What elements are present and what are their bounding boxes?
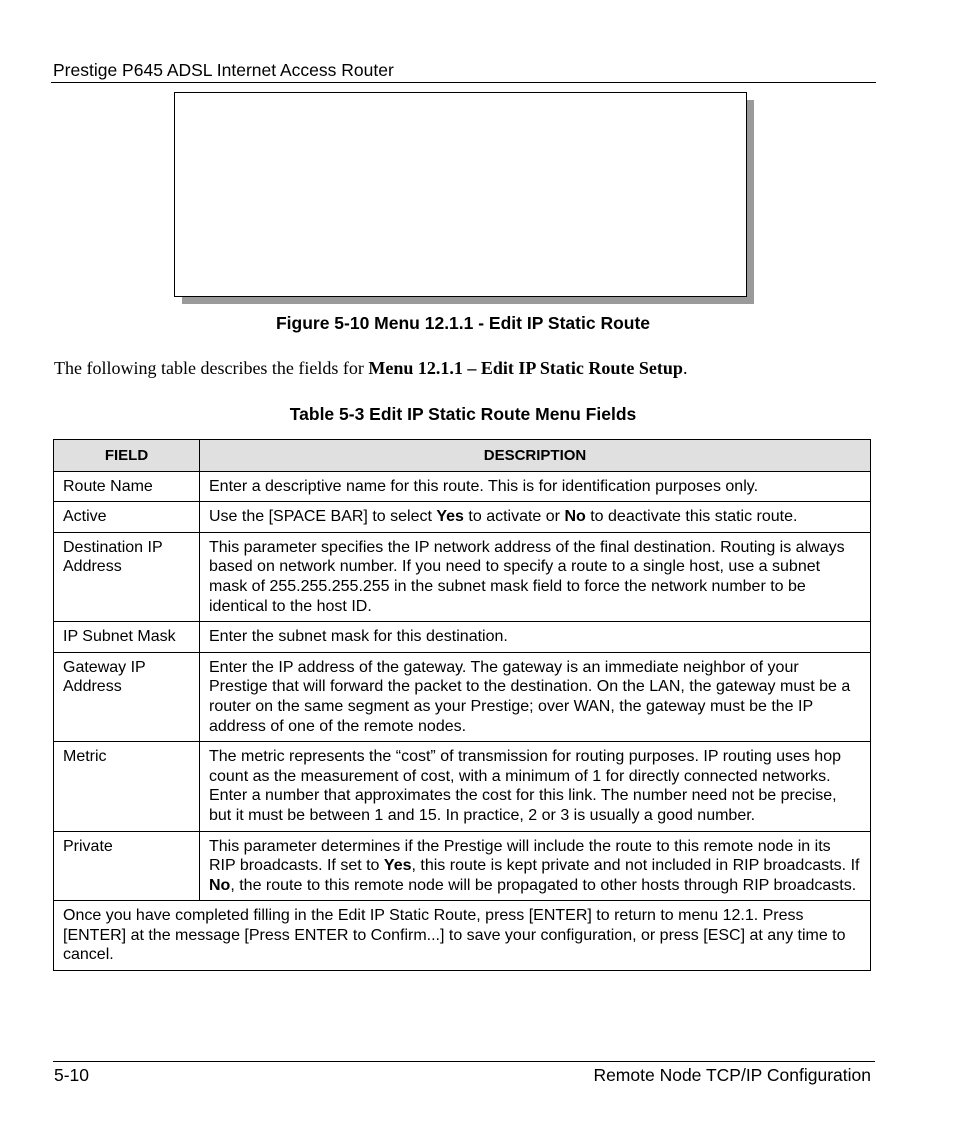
- no-keyword: No: [564, 508, 586, 526]
- field-name: IP Subnet Mask: [54, 622, 200, 653]
- table-row: [54, 652, 871, 741]
- field-description: [200, 831, 871, 901]
- table-row: [54, 502, 871, 533]
- field-description: [200, 502, 871, 533]
- intro-menu-name: Menu 12.1.1 – Edit IP Static Route Setup: [368, 358, 683, 378]
- field-description: Enter a descriptive name for this route. This is for identification purposes only.: [200, 471, 871, 502]
- intro-prefix: The following table describes the fields for: [54, 358, 369, 378]
- table-title: Table 5-3 Edit IP Static Route Menu Fields: [289, 404, 637, 424]
- description-text: to deactivate this static route.: [585, 508, 798, 526]
- table-row: [54, 622, 871, 653]
- yes-keyword: Yes: [383, 857, 412, 875]
- table-row: [54, 532, 871, 621]
- column-header-field: FIELD: [54, 440, 200, 472]
- figure-caption: Figure 5-10 Menu 12.1.1 - Edit IP Static Route: [275, 313, 651, 333]
- field-name: Metric: [54, 742, 200, 831]
- field-description: Enter the IP address of the gateway. The gateway is an immediate neighbor of your Prestige that will forward the packet to the destination. On the LAN, the gateway must be a router on the same segment as your Prestige; over WAN, the gateway must be the IP address of one of the remote nodes.: [200, 652, 871, 741]
- footer-section-title: Remote Node TCP/IP Configuration: [593, 1065, 871, 1085]
- intro-paragraph: [54, 357, 874, 379]
- table-row: [54, 831, 871, 901]
- yes-keyword: Yes: [436, 508, 464, 526]
- intro-suffix: .: [682, 358, 688, 378]
- description-text: to activate or: [463, 508, 565, 526]
- field-name: Gateway IP Address: [54, 652, 200, 741]
- description-text: , this route is kept private and not included in RIP broadcasts. If: [411, 857, 860, 875]
- table-header-row: [54, 440, 871, 472]
- field-name: Active: [54, 502, 200, 533]
- description-text: This parameter determines if the Prestige will include the route to this remote node in its RIP broadcasts. If set to: [209, 837, 831, 875]
- page-header-title: Prestige P645 ADSL Internet Access Router: [53, 60, 394, 80]
- table-row: [54, 742, 871, 831]
- description-text: , the route to this remote node will be propagated to other hosts through RIP broadcasts.: [230, 876, 857, 894]
- column-header-description: DESCRIPTION: [200, 440, 871, 472]
- description-text: Use the [SPACE BAR] to select: [209, 508, 437, 526]
- page-number: 5-10: [54, 1065, 90, 1085]
- table-row: [54, 471, 871, 502]
- header-divider: [51, 82, 876, 83]
- field-description: This parameter specifies the IP network address of the final destination. Routing is always based on network number. If you need to specify a route to a single host, use a subnet mask of 255.255.255.255 in the subnet mask field to force the network number to be identical to the host ID.: [200, 532, 871, 621]
- table-note: Once you have completed filling in the Edit IP Static Route, press [ENTER] to return to menu 12.1. Press [ENTER] at the message [Press ENTER to Confirm...] to save your configuration, or press [ESC] at any time to cancel.: [54, 901, 871, 971]
- field-name: Private: [54, 831, 200, 901]
- fields-table: [53, 439, 871, 971]
- field-description: Enter the subnet mask for this destination.: [200, 622, 871, 653]
- footer-divider: [53, 1061, 875, 1062]
- figure-frame: [174, 92, 747, 297]
- no-keyword: No: [209, 876, 231, 894]
- field-name: Destination IP Address: [54, 532, 200, 621]
- table-note-row: [54, 901, 871, 971]
- field-name: Route Name: [54, 471, 200, 502]
- field-description: The metric represents the “cost” of transmission for routing purposes. IP routing uses hop count as the measurement of cost, with a minimum of 1 for directly connected networks. Enter a number that approximates the cost for this link. The number need not be precise, but it must be between 1 and 15. In practice, 2 or 3 is usually a good number.: [200, 742, 871, 831]
